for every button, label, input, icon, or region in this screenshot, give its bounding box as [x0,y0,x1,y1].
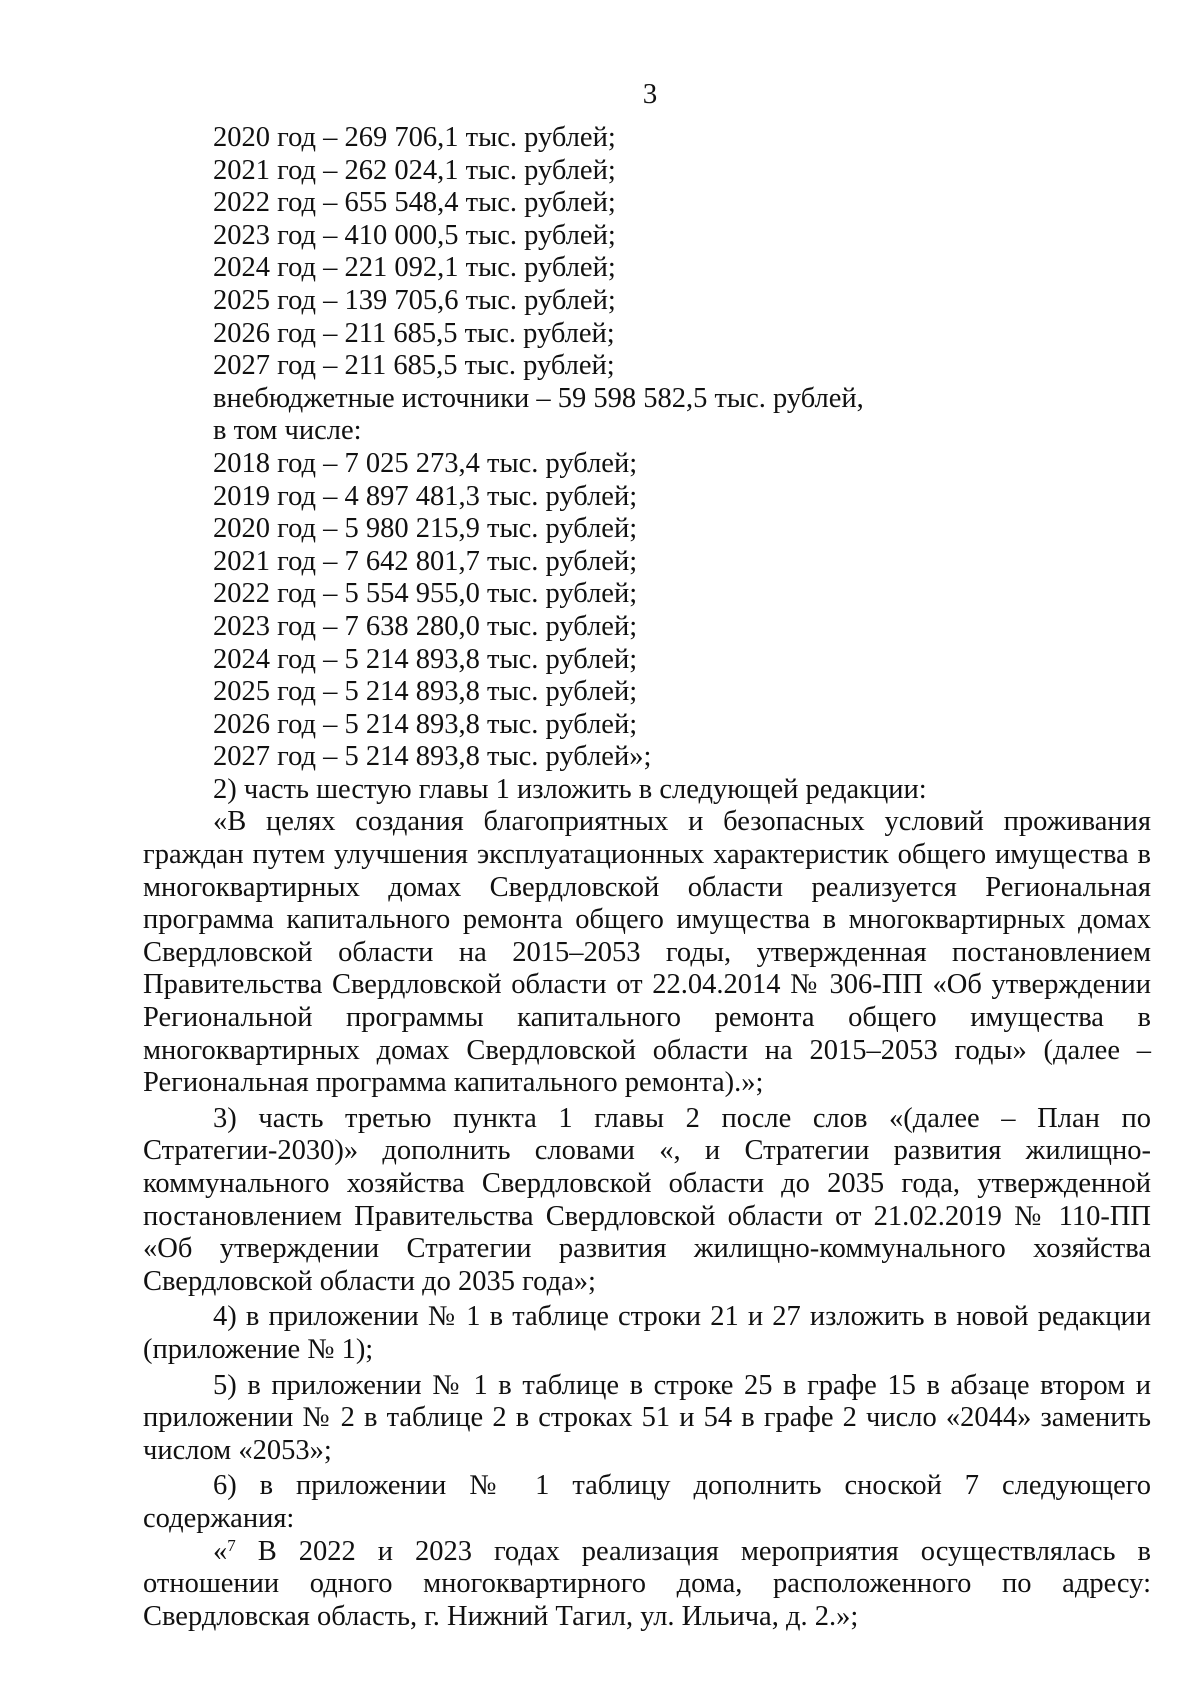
paragraph-item-5: 5) в приложении № 1 в таблице в строке 25 в графе 15 в абзаце втором и приложении № 2 в таблице 2 в строках 51 и 54 в графе 2 число «2044» заменить числом «2053»; [143,1369,1151,1466]
funding-line: 2023 год – 7 638 280,0 тыс. рублей; [213,610,638,642]
footnote-marker: 7 [227,1535,236,1555]
footnote-open-quote: « [213,1535,228,1567]
paragraph-item-6: 6) в приложении № 1 таблицу дополнить сноской 7 следующего содержания: [143,1470,1151,1534]
document-body [143,122,1151,1633]
funding-line: 2) часть шестую главы 1 изложить в следующей редакции: [213,773,927,805]
funding-line: 2021 год – 7 642 801,7 тыс. рублей; [213,545,638,577]
funding-line: 2018 год – 7 025 273,4 тыс. рублей; [213,447,638,479]
funding-line: 2026 год – 5 214 893,8 тыс. рублей; [213,708,638,740]
funding-line: 2023 год – 410 000,5 тыс. рублей; [213,219,616,251]
paragraph-item-3: 3) часть третью пункта 1 главы 2 после слов «(далее – План по Стратегии-2030)» дополнить словами «, и Стратегии развития жилищно-коммунального хозяйства Свердловской области до 2035 года, утвержденной постановлением Правительства Свердловской области от 21.02.2019 № 110-ПП «Об утверждении Стратегии развития жилищно-коммунального хозяйства Свердловской области до 2035 года»; [143,1102,1151,1297]
funding-line: 2022 год – 655 548,4 тыс. рублей; [213,187,616,219]
funding-line: 2026 год – 211 685,5 тыс. рублей; [213,317,615,349]
page-number: 3 [642,78,658,110]
funding-line: 2019 год – 4 897 481,3 тыс. рублей; [213,480,638,512]
funding-lines [143,122,1151,806]
paragraph-footnote-7 [143,1536,1151,1634]
footnote-text: В 2022 и 2023 годах реализация мероприятия осуществлялась в отношении одного многоквартирного дома, расположенного по адресу: Свердловская область, г. Нижний Тагил, ул. Ильича, д. 2.»; [143,1535,1151,1632]
funding-line: 2027 год – 5 214 893,8 тыс. рублей»; [213,741,652,773]
funding-line: 2020 год – 269 706,1 тыс. рублей; [213,122,616,153]
funding-line: 2025 год – 139 705,6 тыс. рублей; [213,284,616,316]
paragraph-item-4: 4) в приложении № 1 в таблице строки 21 и 27 изложить в новой редакции (приложение № 1); [143,1301,1151,1365]
funding-line: 2024 год – 5 214 893,8 тыс. рублей; [213,643,638,675]
funding-line: 2025 год – 5 214 893,8 тыс. рублей; [213,676,638,708]
funding-line: 2022 год – 5 554 955,0 тыс. рублей; [213,578,638,610]
funding-line: 2027 год – 211 685,5 тыс. рублей; [213,350,615,382]
paragraph-region-program: «В целях создания благоприятных и безопасных условий проживания граждан путем улучшения эксплуатационных характеристик общего имущества в многоквартирных домах Свердловской области реализуется Региональная программа капитального ремонта общего имущества в многоквартирных домах Свердловской области на 2015–2053 годы, утвержденная постановлением Правительства Свердловской области от 22.04.2014 № 306-ПП «Об утверждении Региональной программы капитального ремонта общего имущества в многоквартирных домах Свердловской области на 2015–2053 годы» (далее – Региональная программа капитального ремонта).»; [143,806,1151,1099]
funding-line: 2021 год – 262 024,1 тыс. рублей; [213,154,616,186]
funding-line: 2024 год – 221 092,1 тыс. рублей; [213,252,616,284]
funding-line: внебюджетные источники – 59 598 582,5 тыс. рублей, [213,382,864,414]
funding-line: в том числе: [213,415,362,447]
funding-line: 2020 год – 5 980 215,9 тыс. рублей; [213,513,638,545]
